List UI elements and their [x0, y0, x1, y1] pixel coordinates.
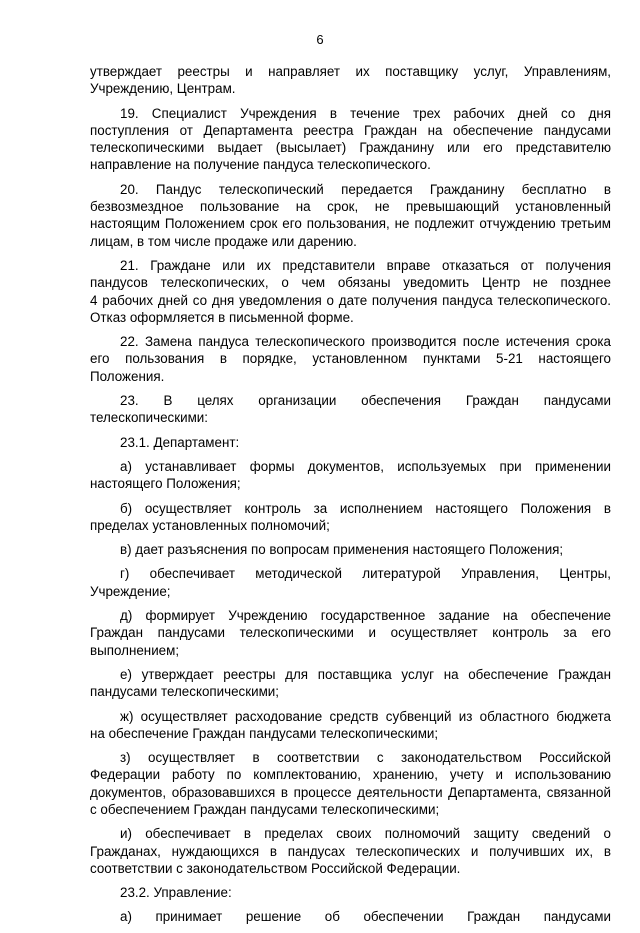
- paragraph-p232a: [90, 908, 611, 925]
- text-line: е) утверждает реестры для поставщика услуг на обеспечение Граждан: [120, 666, 611, 682]
- paragraph-p231: [90, 434, 611, 451]
- text-line: выполнением;: [90, 642, 180, 658]
- paragraph-p23: [90, 392, 611, 427]
- text-line: утверждает реестры и направляет их поставщику услуг, Управлениям,: [90, 64, 611, 79]
- text-line: лицам, в том числе продаже или дарению.: [90, 233, 357, 249]
- text-line: пандусами телескопическими;: [90, 684, 279, 700]
- text-line: 23.2. Управление:: [120, 885, 232, 901]
- paragraph-pa: [90, 458, 611, 493]
- paragraph-pi: [90, 825, 611, 877]
- paragraph-p22: [90, 333, 611, 385]
- paragraph-pd: [90, 607, 611, 659]
- paragraph-p232: [90, 884, 611, 901]
- text-line: 22. Замена пандуса телескопического производится после истечения срока: [120, 334, 611, 350]
- paragraph-pv: [90, 541, 611, 558]
- text-line: телескопическими:: [90, 410, 208, 426]
- text-line: 4 рабочих дней со дня уведомления о дате получения пандуса телескопического.: [90, 292, 611, 308]
- paragraph-p0: [90, 63, 611, 98]
- text-line: настоящего Положения;: [90, 476, 241, 492]
- text-line: Учреждение;: [90, 583, 171, 599]
- text-line: поступления от Департамента реестра Граждан на обеспечение пандусами: [90, 122, 611, 138]
- text-line: 19. Специалист Учреждения в течение трех рабочих дней со дня: [120, 105, 611, 121]
- paragraph-pz: [90, 749, 611, 818]
- text-line: его пользования в порядке, установленном пунктами 5-21 настоящего: [90, 351, 611, 367]
- paragraph-pzh: [90, 708, 611, 743]
- text-line: в) дает разъяснения по вопросам применения настоящего Положения;: [120, 542, 564, 558]
- text-line: ж) осуществляет расходование средств субвенций из областного бюджета: [120, 708, 611, 724]
- text-line: г) обеспечивает методической литературой Управления, Центры,: [120, 566, 611, 582]
- paragraph-pg: [90, 565, 611, 600]
- text-line: д) формирует Учреждению государственное задание на обеспечение: [120, 608, 611, 624]
- text-line: Гражданах, нуждающихся в пандусах телескопических и получивших их, в: [90, 843, 611, 859]
- paragraph-p20: [90, 181, 611, 250]
- text-line: а) устанавливает формы документов, используемых при применении: [120, 458, 611, 474]
- text-line: направление на получение пандуса телескопического.: [90, 157, 431, 173]
- text-line: безвозмездное пользование на срок, не превышающий установленный: [90, 199, 611, 215]
- text-line: на обеспечение Граждан пандусами телескопическими;: [90, 725, 439, 741]
- text-line: 23. В целях организации обеспечения Граждан пандусами: [120, 393, 611, 409]
- text-line: настоящим Положением срок его пользования, не подлежит отчуждению третьим: [90, 216, 611, 232]
- text-line: с обеспечением Граждан пандусами телескопическими;: [90, 801, 440, 817]
- text-line: 23.1. Департамент:: [120, 434, 240, 450]
- document-body: [90, 63, 611, 933]
- text-line: и) обеспечивает в пределах своих полномочий защиту сведений о: [120, 826, 611, 842]
- paragraph-pb: [90, 500, 611, 535]
- text-line: Положения.: [90, 368, 165, 384]
- text-line: Федерации работу по комплектованию, хранению, учету и использованию: [90, 767, 611, 783]
- text-line: 21. Граждане или их представители вправе отказаться от получения: [120, 257, 611, 273]
- text-line: б) осуществляет контроль за исполнением настоящего Положения в: [120, 500, 611, 516]
- paragraph-p19: [90, 105, 611, 174]
- paragraph-p21: [90, 257, 611, 326]
- text-line: соответствии с законодательством Российской Федерации.: [90, 860, 461, 876]
- text-line: з) осуществляет в соответствии с законодательством Российской: [120, 750, 611, 766]
- text-line: Отказ оформляется в письменной форме.: [90, 309, 354, 325]
- text-line: а) принимает решение об обеспечении Граждан пандусами: [120, 909, 611, 925]
- text-line: Учреждению, Центрам.: [90, 81, 236, 97]
- text-line: 20. Пандус телескопический передается Гражданину бесплатно в: [120, 181, 611, 197]
- page-number: 6: [316, 32, 324, 47]
- text-line: Граждан пандусами телескопическими и осуществляет контроль за его: [90, 625, 611, 641]
- text-line: телескопическими выдает (высылает) Гражданину или его представителю: [90, 140, 611, 156]
- paragraph-pe: [90, 666, 611, 701]
- text-line: пандусов телескопических, о чем обязаны уведомить Центр не позднее: [90, 275, 611, 291]
- text-line: документов, образовавшихся в процессе деятельности Департамента, связанной: [90, 784, 611, 800]
- text-line: пределах установленных полномочий;: [90, 517, 330, 533]
